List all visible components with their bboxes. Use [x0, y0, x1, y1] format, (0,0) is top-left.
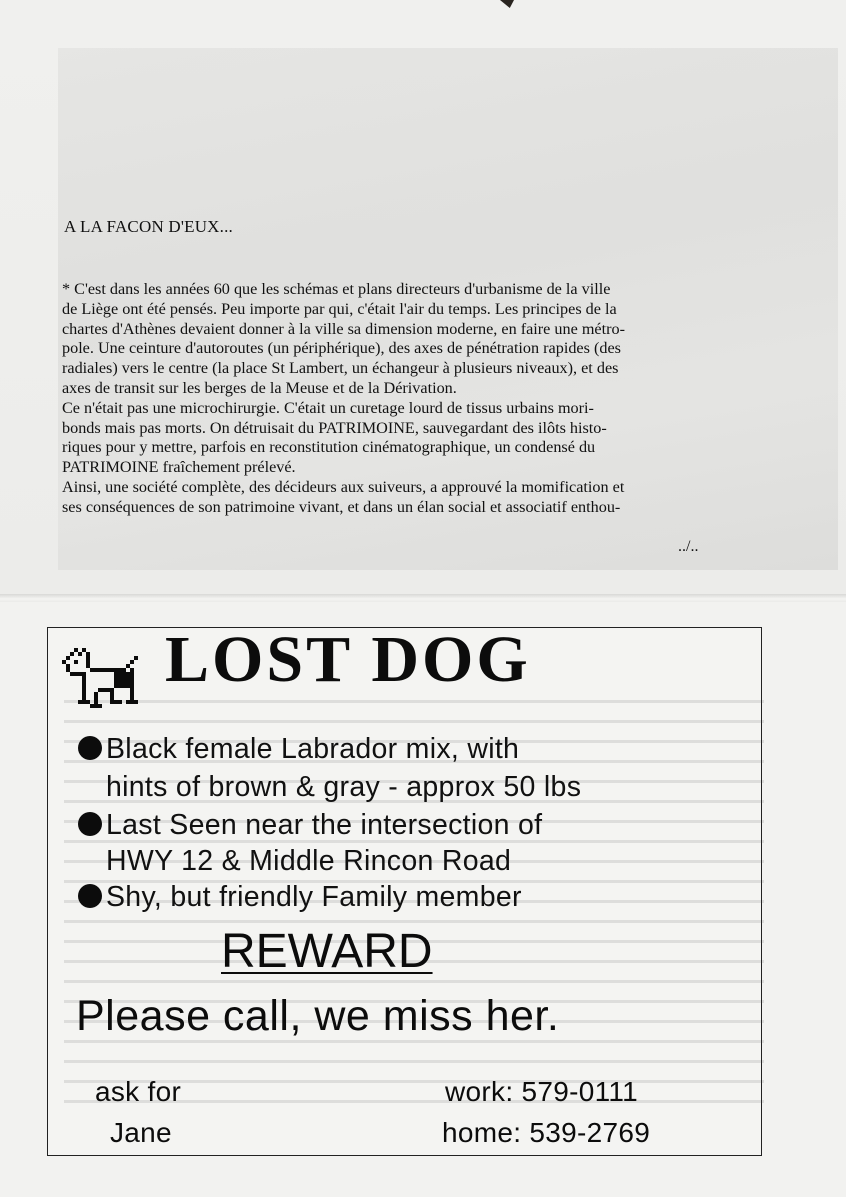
flyer-headline: LOST DOG — [165, 623, 531, 696]
bullet-item — [78, 733, 519, 766]
bullet-item — [78, 809, 542, 842]
article-sheet — [0, 0, 846, 598]
article-line: de Liège ont été pensés. Peu importe par qui, c'était l'air du temps. Les principes de la — [62, 299, 617, 318]
article-line: PATRIMOINE fraîchement prélevé. — [62, 458, 296, 477]
dog-icon — [62, 648, 138, 712]
ask-for-label: ask for — [95, 1076, 182, 1107]
bullet-dot — [78, 736, 102, 760]
article-line: Ce n'était pas une microchirurgie. C'était un curetage lourd de tissus urbains mori- — [62, 398, 594, 417]
article-line: * C'est dans les années 60 que les schémas et plans directeurs d'urbanisme de la ville — [62, 280, 611, 298]
bullet-text: Last Seen near the intersection of — [106, 809, 543, 841]
bullet-continuation: HWY 12 & Middle Rincon Road — [106, 845, 512, 877]
contact-name: Jane — [110, 1117, 172, 1148]
article-title: A LA FACON D'EUX... — [64, 217, 234, 236]
call-to-action: Please call, we miss her. — [76, 992, 560, 1040]
home-phone: home: 539-2769 — [442, 1117, 651, 1148]
bullet-continuation: hints of brown & gray - approx 50 lbs — [106, 771, 582, 803]
bullet-item — [78, 881, 522, 914]
article-line: pole. Une ceinture d'autoroutes (un périphérique), des axes de pénétration rapides (des — [62, 339, 621, 358]
article-line: ses conséquences de son patrimoine vivant, et dans un élan social et associatif enthou- — [62, 497, 621, 516]
corner-mark — [500, 0, 514, 8]
article-line: radiales) vers le centre (la place St Lambert, un échangeur à plusieurs niveaux), et des — [62, 359, 619, 378]
article-line: riques pour y mettre, parfois en reconstitution cinématographique, un condensé du — [62, 438, 596, 457]
bullet-text: Shy, but friendly Family member — [106, 881, 522, 913]
bullet-dot — [78, 812, 102, 836]
work-phone: work: 579-0111 — [445, 1076, 639, 1107]
article-line: chartes d'Athènes devaient donner à la ville sa dimension moderne, en faire une métro- — [62, 319, 625, 338]
bullet-dot — [78, 884, 102, 908]
paper-fold — [0, 594, 846, 602]
reward-heading: REWARD — [221, 925, 433, 978]
bullet-text: Black female Labrador mix, with — [106, 733, 520, 765]
article-line: bonds mais pas morts. On détruisait du PATRIMOINE, sauvegardant des ilôts histo- — [62, 418, 607, 437]
continuation-mark: ../.. — [678, 538, 699, 555]
article-line: Ainsi, une société complète, des décideurs aux suiveurs, a approuvé la momification et — [62, 477, 625, 496]
article-line: axes de transit sur les berges de la Meuse et de la Dérivation. — [62, 378, 457, 397]
article-body — [62, 280, 774, 518]
